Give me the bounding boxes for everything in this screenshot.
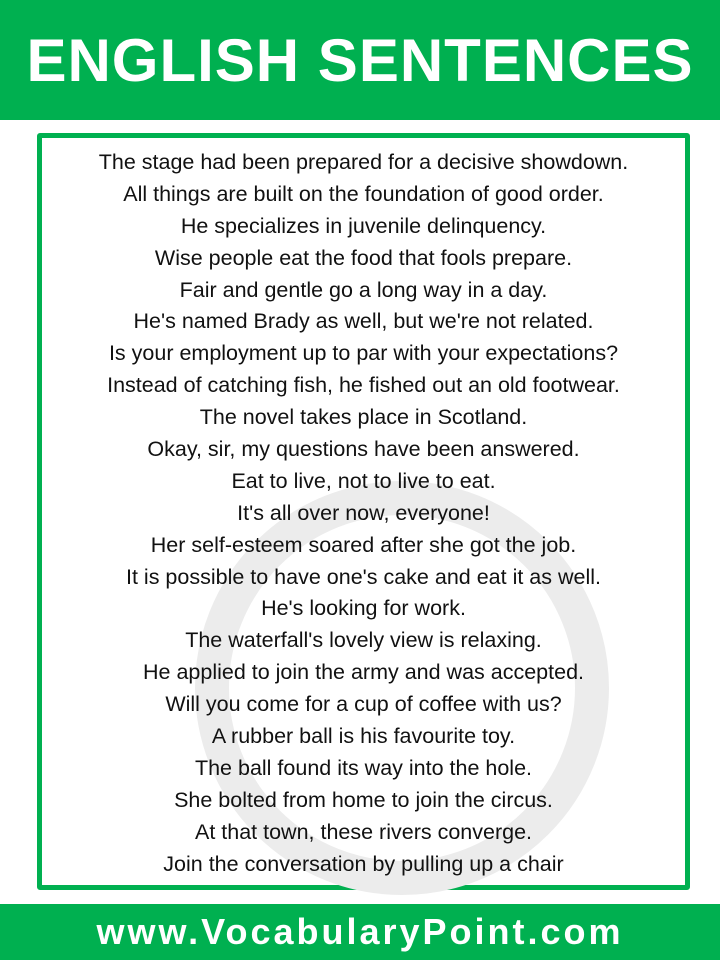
footer-banner [0, 904, 720, 960]
sentences-box [37, 133, 690, 890]
sentence-item: Eat to live, not to live to eat. [231, 468, 496, 493]
sentence-item: Will you come for a cup of coffee with us? [165, 692, 562, 717]
sentence-item: He applied to join the army and was accepted. [142, 660, 584, 685]
sentence-item: The stage had been prepared for a decisive showdown. [98, 150, 629, 174]
sentence-item: The ball found its way into the hole. [194, 755, 533, 780]
sentence-item: Fair and gentle go a long way in a day. [179, 277, 548, 302]
sentence-item: Okay, sir, my questions have been answered. [147, 437, 580, 462]
header-banner [0, 0, 720, 120]
page-title: ENGLISH SENTENCES [26, 26, 694, 94]
sentence-item: Is your employment up to par with your expectations? [108, 341, 619, 366]
sentence-item: He specializes in juvenile delinquency. [180, 213, 547, 238]
website-url[interactable]: www.VocabularyPoint.com [96, 911, 624, 952]
sentence-item: The waterfall's lovely view is relaxing. [185, 628, 542, 653]
sentence-item: He's named Brady as well, but we're not related. [133, 309, 594, 334]
sentence-item: He's looking for work. [261, 596, 466, 621]
sentence-item: At that town, these rivers converge. [195, 819, 532, 844]
sentence-item: All things are built on the foundation of good order. [123, 181, 604, 206]
sentence-item: Join the conversation by pulling up a chair [163, 851, 564, 876]
sentence-item: Wise people eat the food that fools prepare. [154, 245, 573, 270]
sentence-item: Instead of catching fish, he fished out an old footwear. [107, 373, 620, 398]
sentence-item: She bolted from home to join the circus. [174, 787, 553, 812]
sentence-item: It is possible to have one's cake and eat it as well. [126, 564, 601, 589]
sentence-item: It's all over now, everyone! [237, 500, 490, 525]
sentence-list [42, 147, 685, 880]
sentence-item: A rubber ball is his favourite toy. [211, 724, 516, 749]
sentence-item: Her self-esteem soared after she got the job. [150, 532, 577, 557]
sentence-item: The novel takes place in Scotland. [199, 405, 528, 430]
